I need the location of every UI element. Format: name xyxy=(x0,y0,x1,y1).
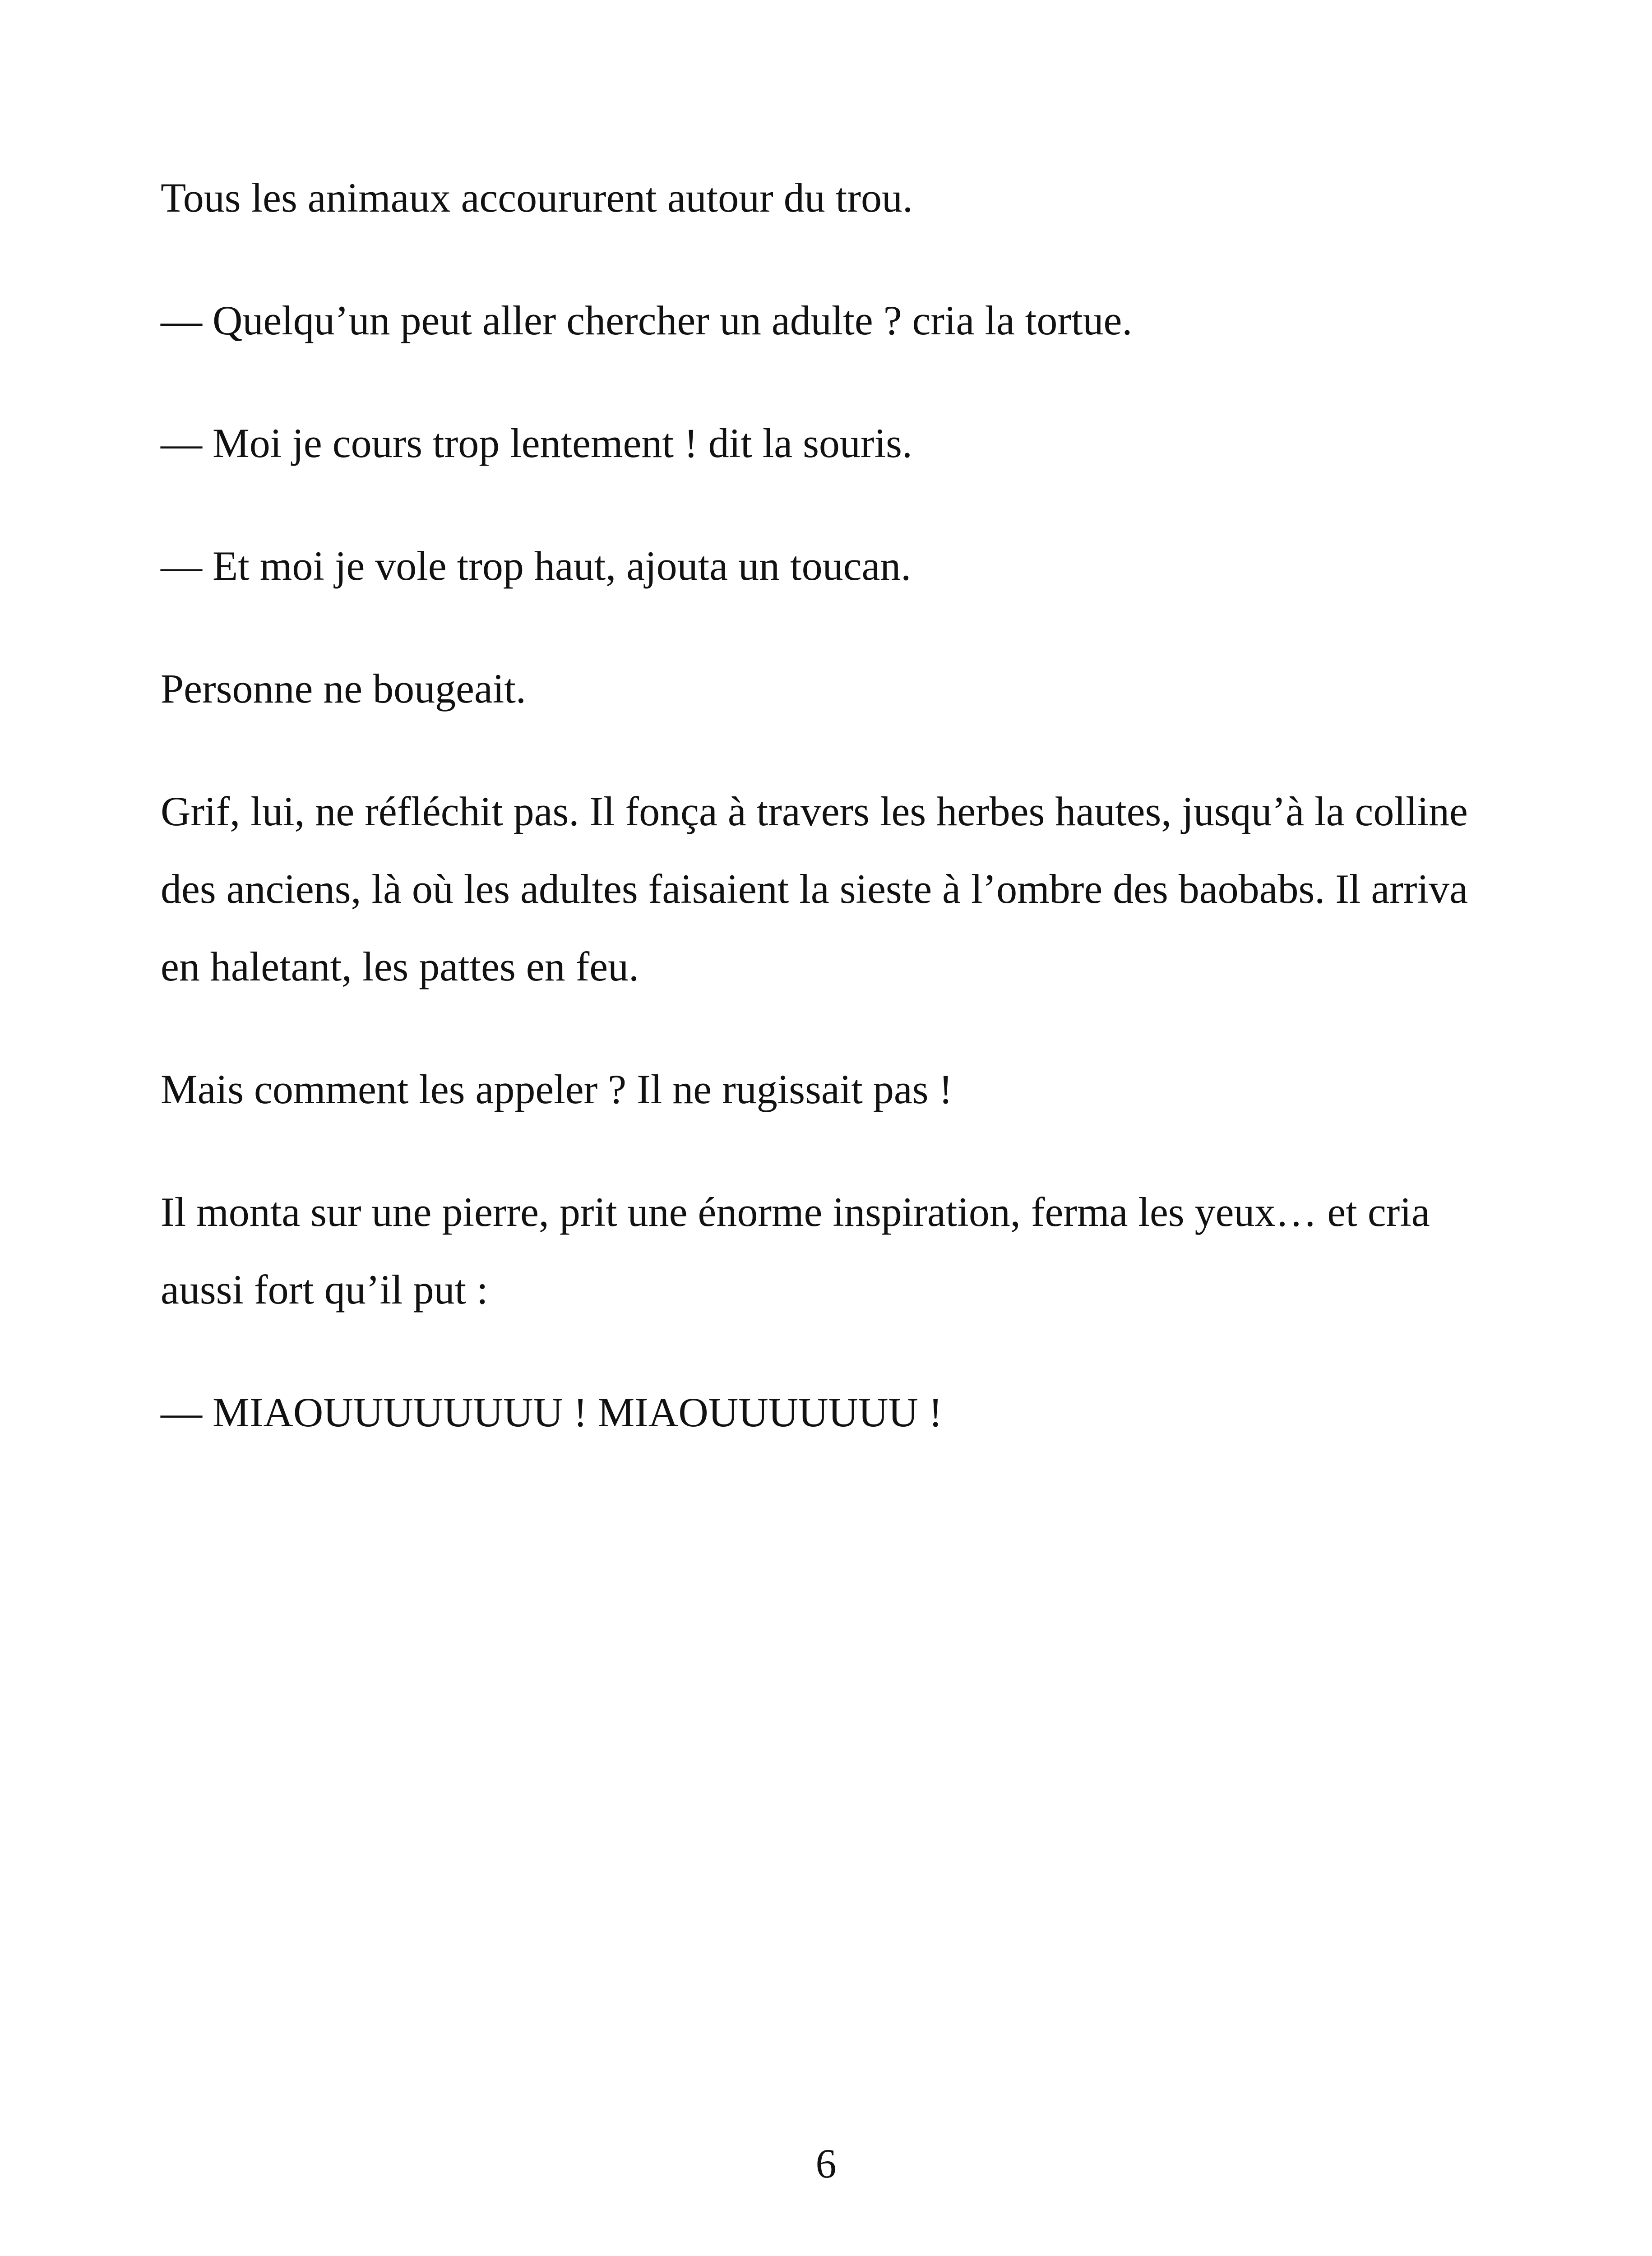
paragraph-3: — Moi je cours trop lentement ! dit la souris. xyxy=(161,420,912,466)
paragraph-6: Grif, lui, ne réfléchit pas. Il fonça à travers les herbes hautes, jusqu’à la colline des anciens, là où les adultes faisaient la sieste à l’ombre des baobabs. Il arriva en haletant, les pattes en feu. xyxy=(161,788,1468,989)
paragraph-1: Tous les animaux accoururent autour du trou. xyxy=(161,175,913,221)
page-number: 6 xyxy=(815,2140,837,2187)
story-text xyxy=(161,159,1492,1496)
paragraph-4: — Et moi je vole trop haut, ajouta un toucan. xyxy=(161,543,912,589)
paragraph-5: Personne ne bougeait. xyxy=(161,666,526,712)
paragraph-2: — Quelqu’un peut aller chercher un adulte ? cria la tortue. xyxy=(161,297,1133,343)
paragraph-8: Il monta sur une pierre, prit une énorme inspiration, ferma les yeux… et cria aussi fort qu’il put : xyxy=(161,1189,1430,1313)
paragraph-9: — MIAOUUUUUUUU ! MIAOUUUUUUU ! xyxy=(161,1389,943,1435)
paragraph-7: Mais comment les appeler ? Il ne rugissait pas ! xyxy=(161,1066,953,1112)
